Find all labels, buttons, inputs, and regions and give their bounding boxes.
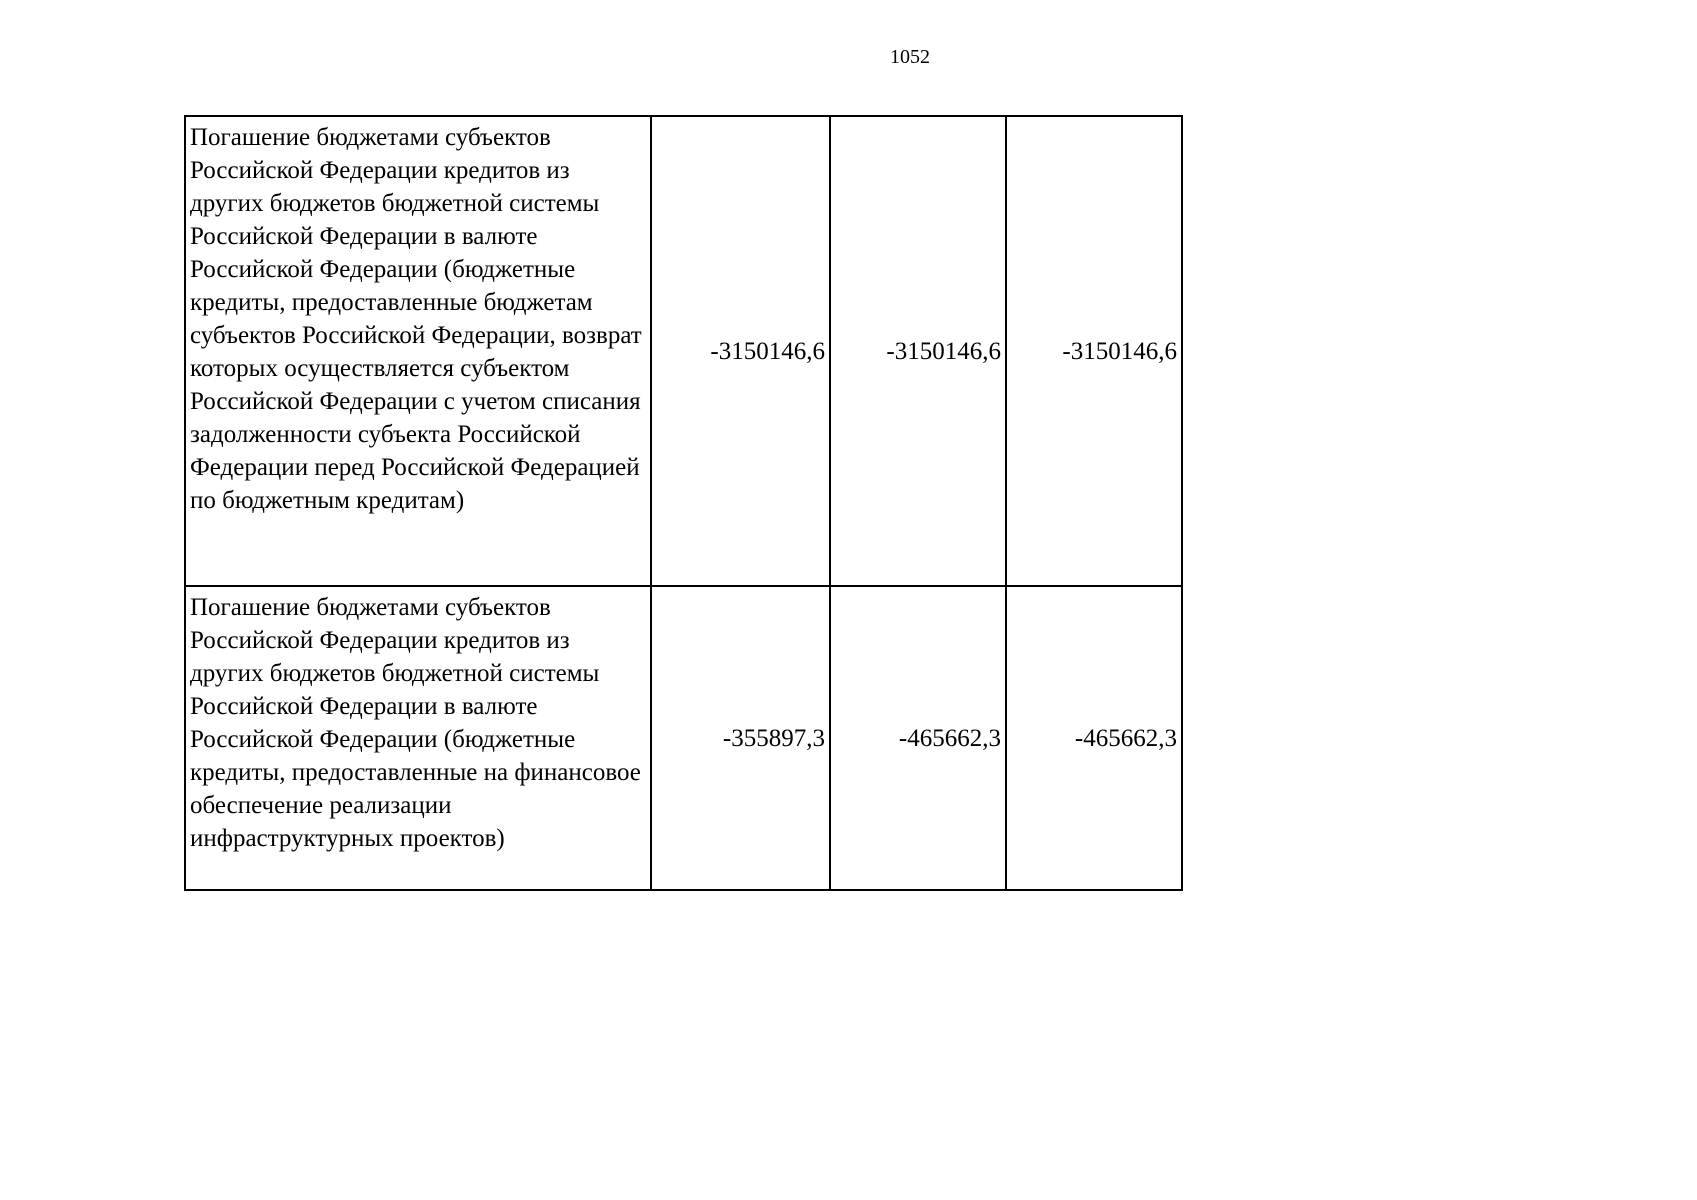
row-value-col1: -3150146,6 [651,116,830,586]
row-value-col3: -465662,3 [1006,586,1182,890]
table-body [185,116,1182,890]
row-value-col1: -355897,3 [651,586,830,890]
row-description: Погашение бюджетами субъектов Российской Федерации кредитов из других бюджетов бюджетной системы Российской Федерации в валюте Российской Федерации (бюджетные кредиты, предоставленные на финансовое обеспечение реализации инфраструктурных проектов) [185,586,651,890]
row-value-col2: -3150146,6 [830,116,1006,586]
row-value-col2: -465662,3 [830,586,1006,890]
budget-table [184,115,1183,891]
table-row [185,116,1182,586]
table-row [185,586,1182,890]
row-value-col3: -3150146,6 [1006,116,1182,586]
page-number: 1052 [890,46,930,68]
row-description: Погашение бюджетами субъектов Российской Федерации кредитов из других бюджетов бюджетной системы Российской Федерации в валюте Российской Федерации (бюджетные кредиты, предоставленные бюджетам субъектов Российской Федерации, возврат которых осуществляется субъектом Российской Федерации с учетом списания задолженности субъекта Российской Федерации перед Российской Федерацией по бюджетным кредитам) [185,116,651,586]
